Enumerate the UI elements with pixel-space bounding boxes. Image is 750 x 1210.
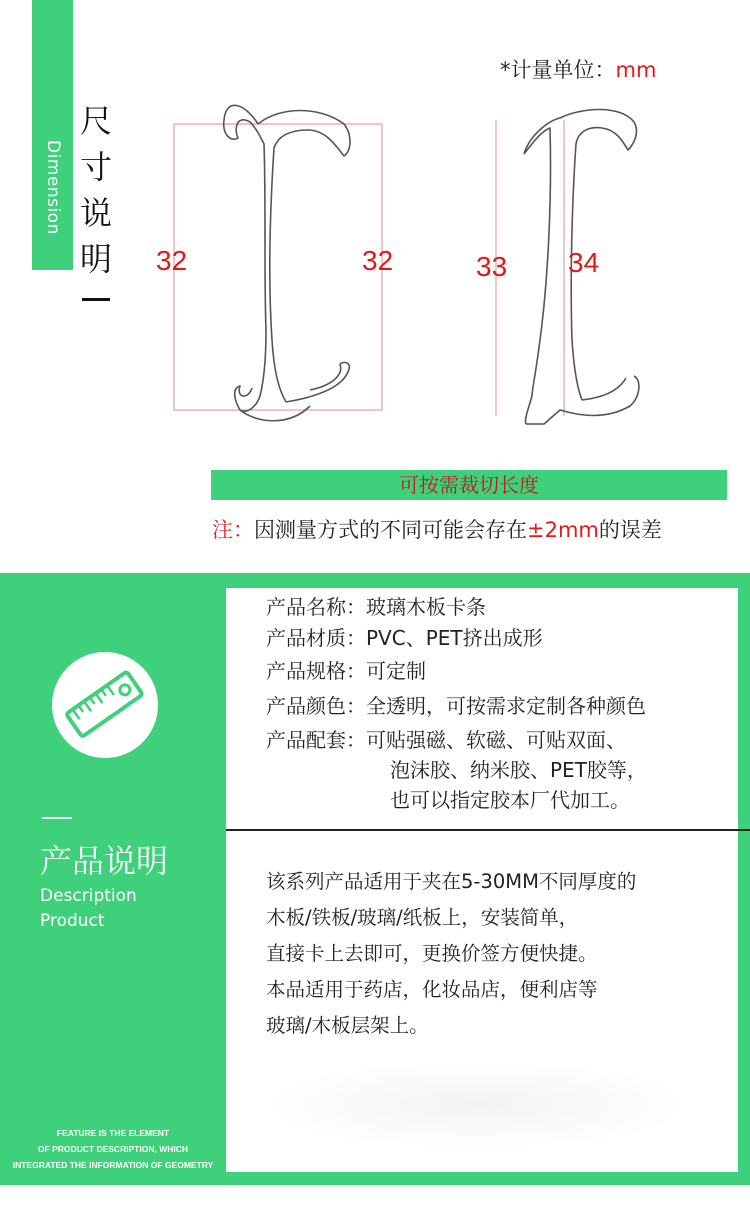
spec-value: 全透明，可按需求定制各种颜色 xyxy=(366,694,646,718)
unit-value: mm xyxy=(615,58,657,82)
spec-label: 产品名称： xyxy=(266,595,366,619)
spec-label: 产品规格： xyxy=(266,659,366,683)
spec-label: 产品材质： xyxy=(266,626,366,650)
left-profile-height-left: 32 xyxy=(156,245,188,276)
left-profile-height-right: 32 xyxy=(362,245,394,276)
feature-line: FEATURE IS THE ELEMENT xyxy=(56,1128,170,1138)
error-note-prefix: 注： xyxy=(212,518,254,542)
right-profile-height-left: 33 xyxy=(476,251,508,282)
cut-to-length-bar: 可按需裁切长度 xyxy=(211,470,727,500)
spec-value: 可贴强磁、软磁、可贴双面、 xyxy=(366,728,626,752)
ruler-icon xyxy=(52,652,158,758)
description-english-line-1: Description xyxy=(40,886,137,906)
unit-label: *计量单位： xyxy=(500,58,616,82)
right-profile-height-right: 34 xyxy=(568,247,600,278)
error-note-tolerance: ±2mm xyxy=(527,518,599,542)
spec-value: 可定制 xyxy=(366,659,426,683)
feature-caption xyxy=(0,1125,226,1173)
description-dash xyxy=(42,817,72,819)
spec-row-color xyxy=(266,692,646,720)
card-divider xyxy=(226,829,750,831)
spec-value: PVC、PET挤出成形 xyxy=(366,626,543,650)
dimension-title: 尺寸说明 xyxy=(79,102,112,278)
spec-continuation-line: 泡沫胶、纳米胶、PET胶等， xyxy=(390,758,647,782)
spec-value: 玻璃木板卡条 xyxy=(366,595,486,619)
description-title: 产品说明 xyxy=(40,842,169,880)
spec-continuation-line: 也可以指定胶本厂代加工。 xyxy=(390,788,630,812)
feature-line: OF PRODUCT DESCRIPTION, WHICH xyxy=(37,1144,189,1154)
feature-line: INTEGRATED THE INFORMATION OF GEOMETRY xyxy=(12,1160,214,1170)
profile-drawing xyxy=(140,80,700,440)
application-line: 玻璃/木板层架上。 xyxy=(266,1014,429,1037)
spec-row-name xyxy=(266,593,486,621)
spec-row-accessories xyxy=(266,726,626,754)
left-profile-shape xyxy=(224,105,350,420)
application-line: 本品适用于药店，化妆品店，便利店等 xyxy=(266,978,598,1001)
ruler-badge xyxy=(52,652,158,758)
error-note-suffix: 的误差 xyxy=(598,518,662,542)
measurement-error-note xyxy=(212,514,662,544)
application-line: 直接卡上去即可，更换价签方便快捷。 xyxy=(266,942,598,965)
application-line: 木板/铁板/玻璃/纸板上，安装简单， xyxy=(266,906,579,929)
spec-row-size xyxy=(266,657,426,685)
spec-label: 产品配套： xyxy=(266,728,366,752)
faint-background-shape xyxy=(262,1060,692,1150)
error-note-text: 因测量方式的不同可能会存在 xyxy=(254,518,527,542)
dimension-english-label: Dimension xyxy=(43,140,63,235)
left-dimension-box xyxy=(174,124,382,410)
description-english-line-2: Product xyxy=(40,911,105,931)
spec-row-material xyxy=(266,624,543,652)
spec-label: 产品颜色： xyxy=(266,694,366,718)
application-line: 该系列产品适用于夹在5-30MM不同厚度的 xyxy=(266,870,637,893)
title-dash xyxy=(82,298,110,301)
